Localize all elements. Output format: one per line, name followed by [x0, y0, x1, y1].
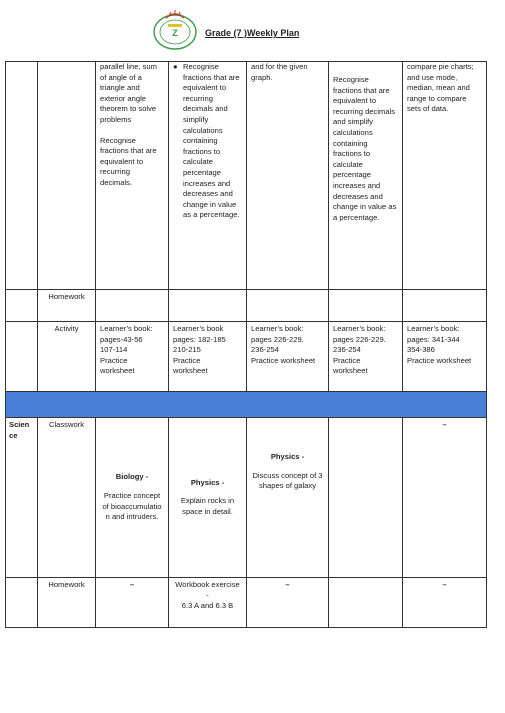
science-day1-text: Practice concept of bioaccumulatio n and intruders.	[102, 490, 162, 522]
page-title: Grade (7 )Weekly Plan	[205, 28, 300, 38]
science-classwork-day4	[329, 418, 403, 578]
math-classwork-day4	[329, 62, 403, 290]
math-day4-text: Recognise fractions that are equivalent to recurring decimals and simplify calculations containing fractions to calculate percentage increases and decreases and change in value as a percentage.	[333, 75, 397, 222]
science-classwork-day3	[247, 418, 329, 578]
science-subject-label: Scien ce	[6, 418, 38, 578]
math-day2-text: Recognise fractions that are equivalent to recurring decimals and simplify calculations containing fractions to calculate percentage increases and decreases and change in value as a percentage.	[183, 62, 240, 220]
activity-day5: Learner’s book: pages: 341-344 354-386 Practice worksheet	[403, 322, 487, 392]
science-homework-row	[6, 578, 487, 628]
subject-separator-row	[6, 392, 487, 418]
page-header	[150, 8, 410, 52]
math-day1-text-2: Recognise fractions that are equivalent to recurring decimals.	[100, 135, 157, 187]
science-classwork-row	[6, 418, 487, 578]
science-classwork-day5: –	[403, 418, 487, 578]
math-day5-text: compare pie charts; and use mode, median, mean and range to compare sets of data.	[407, 62, 474, 114]
math-classwork-day2	[169, 62, 247, 290]
activity-day1: Learner’s book: pages-43-56 107-114 Practice worksheet	[96, 322, 169, 392]
activity-day3: Learner’s book: pages 226-229. 236-254 Practice worksheet	[247, 322, 329, 392]
weekly-plan-table	[5, 61, 487, 628]
activity-label: Activity	[38, 322, 96, 392]
math-classwork-day5	[403, 62, 487, 290]
activity-day2: Learner’s book pages: 182-185 210-215 Practice worksheet	[169, 322, 247, 392]
math-classwork-day3	[247, 62, 329, 290]
science-classwork-day2	[169, 418, 247, 578]
math-day3-text: and for the given graph.	[251, 62, 308, 82]
homework-label: Homework	[38, 290, 96, 322]
bullet-icon: ●	[173, 62, 178, 71]
svg-text:Z: Z	[172, 28, 178, 38]
math-activity-row	[6, 322, 487, 392]
science-day2-subject: Physics -	[190, 477, 225, 487]
science-day3-subject: Physics -	[270, 452, 305, 461]
science-day3-text: Discuss concept of 3 shapes of galaxy	[252, 470, 323, 491]
math-classwork-day1	[96, 62, 169, 290]
science-homework-day4	[329, 578, 403, 628]
science-homework-label: Homework	[38, 578, 96, 628]
math-day1-text-1: parallel line, sum of angle of a triangle and exterior angle theorem to solve problems	[100, 62, 157, 124]
math-classwork-row	[6, 62, 487, 290]
school-logo	[150, 8, 200, 52]
science-classwork-day1	[96, 418, 169, 578]
science-homework-day2: Workbook exercise - 6.3 A and 6.3 B	[169, 578, 247, 628]
science-day2-text: Explain rocks in space in detail.	[180, 496, 235, 516]
science-homework-day3: –	[247, 578, 329, 628]
math-subject-cell	[6, 62, 38, 290]
math-homework-row	[6, 290, 487, 322]
math-category-cell	[38, 62, 96, 290]
classwork-label: Classwork	[38, 418, 96, 578]
activity-day4: Learner’s book: pages 226-229. 236-254 Practice worksheet	[329, 322, 403, 392]
science-homework-day5: –	[403, 578, 487, 628]
science-homework-day1: –	[96, 578, 169, 628]
science-day1-subject: Biology -	[115, 472, 149, 482]
